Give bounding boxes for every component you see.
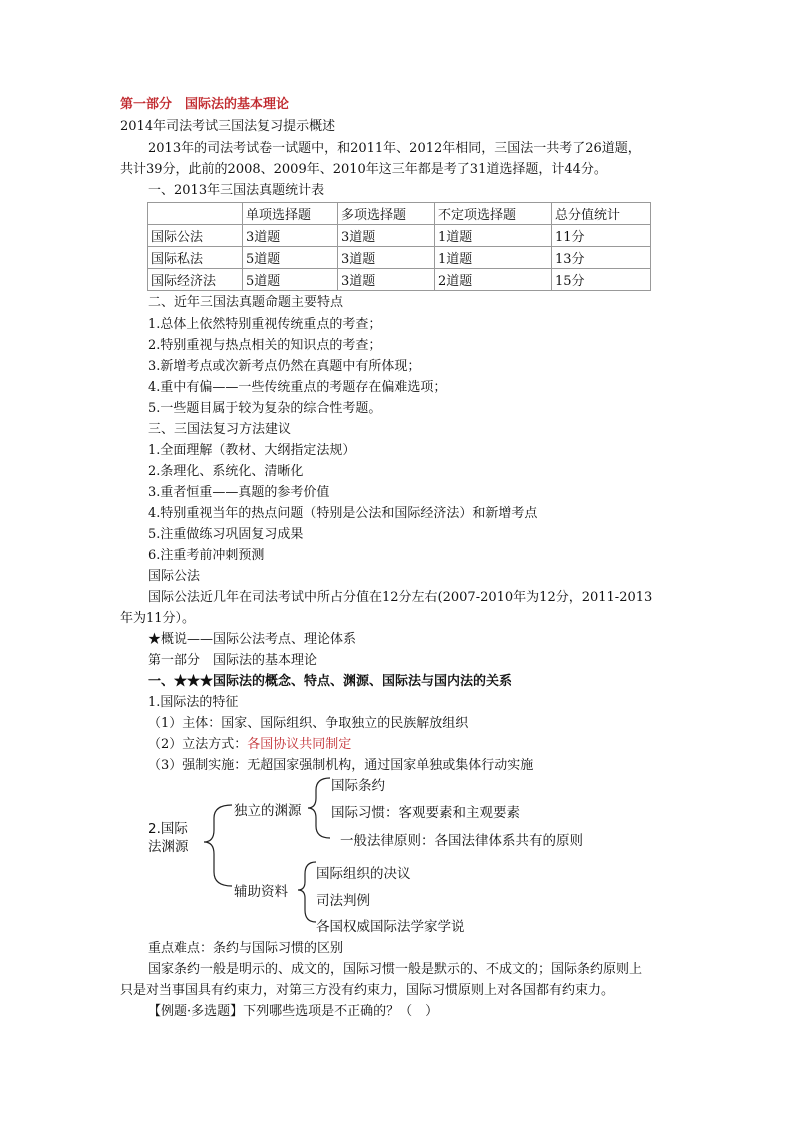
list-item: 2.特别重视与热点相关的知识点的考查； (148, 338, 382, 353)
example-question: 【例题·多选题】下列哪些选项是不正确的？（ ） (148, 1004, 439, 1019)
table-cell: 3道题 (338, 225, 435, 247)
key-text-line-1: 国家条约一般是明示的、成文的，国际习惯一般是默示的、不成文的；国际条约原则上 (148, 962, 643, 977)
intro-line-2: 共计39分，此前的2008、2009年、2010年这三年都是考了31道选择题，计44分。 (120, 162, 607, 177)
list-item: 4.特别重视当年的热点问题（特别是公法和国际经济法）和新增考点 (148, 506, 538, 521)
list-item: 5.一些题目属于较为复杂的综合性考题。 (148, 401, 382, 416)
diagram-root-line-1: 2.国际 (148, 821, 188, 837)
feature-3: （3）强制实施：无超国家强制机构，通过国家单独或集体行动实施 (148, 758, 534, 773)
list-item: 1.全面理解（教材、大纲指定法规） (148, 443, 356, 458)
auxiliary-item: 各国权威国际法学家学说 (316, 919, 465, 935)
feature-2-prefix: （2）立法方式： (148, 737, 248, 752)
table-cell: 3道题 (338, 247, 435, 269)
section2-title: 二、近年三国法真题命题主要特点 (148, 295, 344, 310)
list-item: 2.条理化、系统化、清晰化 (148, 464, 304, 479)
features-title: 1.国际法的特征 (148, 695, 239, 710)
table-cell: 5道题 (243, 269, 338, 291)
table-header-cell: 多项选择题 (338, 203, 435, 225)
public-law-line-2: 年为11分）。 (120, 611, 196, 626)
diagram-root-line-2: 法渊源 (148, 839, 189, 855)
table-header-cell: 总分值统计 (552, 203, 651, 225)
main-brace (204, 805, 232, 886)
independent-item: 一般法律原则：各国法律体系共有的原则 (340, 833, 583, 849)
list-item: 5.注重做练习巩固复习成果 (148, 527, 304, 542)
list-item: 4.重中有偏——一些传统重点的考题存在偏难选项； (148, 380, 447, 395)
table-cell: 1道题 (435, 225, 552, 247)
auxiliary-item: 司法判例 (316, 893, 370, 909)
table-cell: 3道题 (243, 225, 338, 247)
list-item: 6.注重考前冲刺预测 (148, 548, 265, 563)
overview-star: ★概说——国际公法考点、理论体系 (148, 632, 357, 647)
table-cell: 国际经济法 (148, 269, 243, 291)
key-text-line-2: 只是对当事国具有约束力，对第三方没有约束力，国际习惯原则上对各国都有约束力。 (120, 983, 615, 998)
overview-title: 2014年司法考试三国法复习提示概述 (120, 119, 336, 134)
table-cell: 11分 (552, 225, 651, 247)
table-cell: 国际公法 (148, 225, 243, 247)
part-heading-repeat: 第一部分 国际法的基本理论 (148, 653, 318, 668)
part-heading: 第一部分 国际法的基本理论 (120, 97, 290, 112)
list-item: 3.重者恒重——真题的参考价值 (148, 485, 330, 500)
intro-line-1: 2013年的司法考试卷一试题中，和2011年、2012年相同，三国法一共考了26道题， (148, 141, 641, 156)
table-cell: 15分 (552, 269, 651, 291)
section1-title: 一、2013年三国法真题统计表 (148, 183, 325, 198)
list-item: 1.总体上依然特别重视传统重点的考查； (148, 317, 382, 332)
chapter-title: 一、★★★国际法的概念、特点、渊源、国际法与国内法的关系 (148, 674, 513, 689)
auxiliary-brace (298, 862, 316, 922)
auxiliary-item: 国际组织的决议 (316, 866, 411, 882)
table-cell: 2道题 (435, 269, 552, 291)
diagram-root (148, 820, 189, 856)
table-cell: 13分 (552, 247, 651, 269)
branch-auxiliary: 辅助资料 (234, 884, 288, 900)
table-header-cell: 单项选择题 (243, 203, 338, 225)
table-cell: 5道题 (243, 247, 338, 269)
feature-2-highlight: 各国协议共同制定 (247, 737, 352, 752)
public-law-line-1: 国际公法近几年在司法考试中所占分值在12分左右(2007-2010年为12分，2011-2013 (148, 590, 653, 605)
table-header-cell: 不定项选择题 (435, 203, 552, 225)
feature-1: （1）主体：国家、国际组织、争取独立的民族解放组织 (148, 716, 469, 731)
table-cell: 3道题 (338, 269, 435, 291)
independent-item: 国际习惯：客观要素和主观要素 (331, 805, 520, 821)
section3-title: 三、三国法复习方法建议 (148, 422, 292, 437)
list-item: 3.新增考点或次新考点仍然在真题中有所体现； (148, 359, 421, 374)
table-cell: 1道题 (435, 247, 552, 269)
branch-independent: 独立的渊源 (234, 803, 302, 819)
independent-brace (308, 778, 330, 838)
independent-item: 国际条约 (331, 778, 385, 794)
table-cell: 国际私法 (148, 247, 243, 269)
key-point-title: 重点难点：条约与国际习惯的区别 (148, 941, 344, 956)
public-law-title: 国际公法 (148, 569, 201, 584)
